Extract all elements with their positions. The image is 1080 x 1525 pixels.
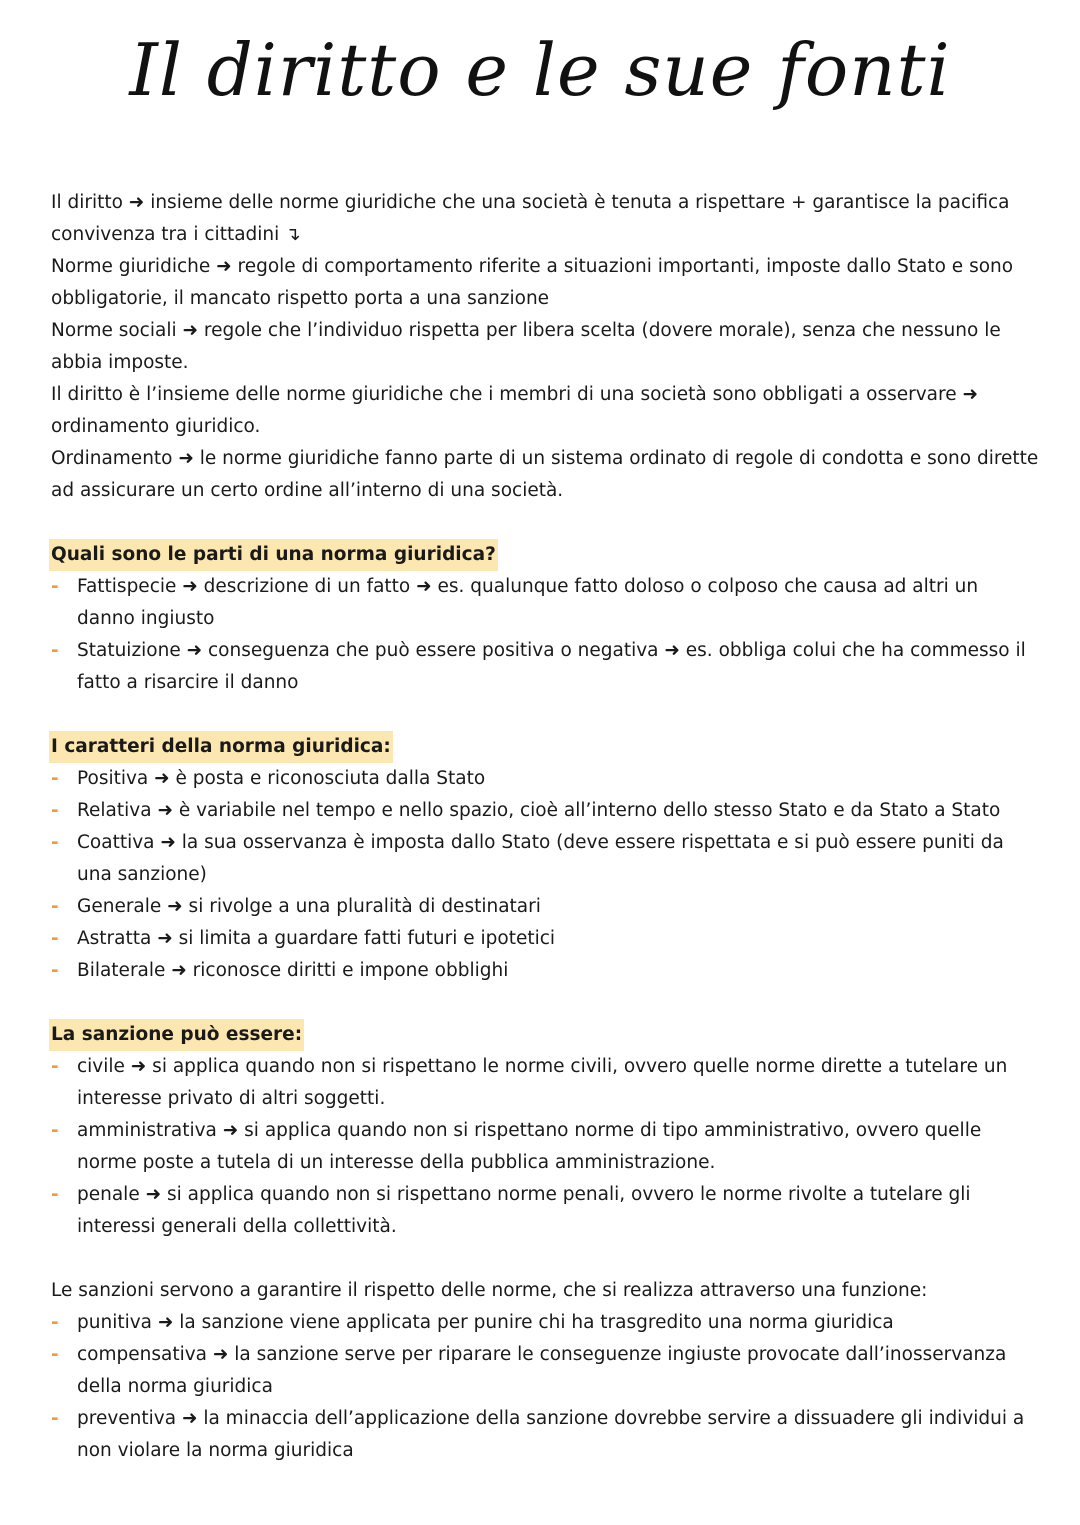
section-caratteri xyxy=(51,731,1041,987)
list-item xyxy=(51,955,1041,987)
bullet-list xyxy=(51,763,1041,987)
section-sanzione xyxy=(51,1019,1041,1243)
notes-content xyxy=(51,187,1041,1467)
section-heading: La sanzione può essere: xyxy=(49,1019,304,1051)
paragraph: Il diritto ➜ insieme delle norme giuridiche che una società è tenuta a rispettare + garantisce la pacifica convivenza tra i cittadini ↴ xyxy=(51,192,1010,245)
bullet-dash: - xyxy=(51,1312,59,1333)
paragraph: Ordinamento ➜ le norme giuridiche fanno parte di un sistema ordinato di regole di condotta e sono dirette ad assicurare un certo ordine all’interno di una società. xyxy=(51,448,1039,501)
list-item xyxy=(51,1179,1041,1243)
bullet-dash: - xyxy=(51,640,59,661)
bullet-dash: - xyxy=(51,1120,59,1141)
list-item-text: Relativa ➜ è variabile nel tempo e nello spazio, cioè all’interno dello stesso Stato e da Stato a Stato xyxy=(77,800,1001,821)
bullet-dash: - xyxy=(51,1408,59,1429)
bullet-list xyxy=(51,571,1041,699)
bullet-dash: - xyxy=(51,896,59,917)
list-item xyxy=(51,635,1041,699)
list-item-text: Bilaterale ➜ riconosce diritti e impone obblighi xyxy=(77,960,509,981)
bullet-dash: - xyxy=(51,1344,59,1365)
intro-block xyxy=(51,187,1041,507)
list-item xyxy=(51,891,1041,923)
list-item xyxy=(51,763,1041,795)
paragraph: Le sanzioni servono a garantire il rispetto delle norme, che si realizza attraverso una funzione: xyxy=(51,1280,928,1301)
list-item-text: amministrativa ➜ si applica quando non si rispettano norme di tipo amministrativo, ovvero quelle norme poste a tutela di un interesse della pubblica amministrazione. xyxy=(77,1120,982,1173)
section-parti xyxy=(51,539,1041,699)
list-item-text: Astratta ➜ si limita a guardare fatti futuri e ipotetici xyxy=(77,928,556,949)
bullet-dash: - xyxy=(51,768,59,789)
paragraph: Norme sociali ➜ regole che l’individuo rispetta per libera scelta (dovere morale), senza che nessuno le abbia imposte. xyxy=(51,320,1001,373)
bullet-dash: - xyxy=(51,1184,59,1205)
list-item xyxy=(51,1339,1041,1403)
list-item-text: Generale ➜ si rivolge a una pluralità di destinatari xyxy=(77,896,541,917)
section-heading: I caratteri della norma giuridica: xyxy=(49,731,393,763)
bullet-list xyxy=(51,1307,1041,1467)
bullet-list xyxy=(51,1051,1041,1243)
list-item xyxy=(51,795,1041,827)
paragraph: Il diritto è l’insieme delle norme giuridiche che i membri di una società sono obbligati a osservare ➜ ordinamento giuridico. xyxy=(51,384,978,437)
section-funzioni xyxy=(51,1275,1041,1467)
list-item-text: preventiva ➜ la minaccia dell’applicazione della sanzione dovrebbe servire a dissuadere gli individui a non violare la norma giuridica xyxy=(77,1408,1025,1461)
list-item xyxy=(51,1403,1041,1467)
list-item xyxy=(51,1115,1041,1179)
section-heading: Quali sono le parti di una norma giuridica? xyxy=(49,539,498,571)
bullet-dash: - xyxy=(51,576,59,597)
list-item xyxy=(51,1307,1041,1339)
bullet-dash: - xyxy=(51,832,59,853)
bullet-dash: - xyxy=(51,928,59,949)
list-item-text: Positiva ➜ è posta e riconosciuta dalla Stato xyxy=(77,768,486,789)
list-item-text: penale ➜ si applica quando non si rispettano norme penali, ovvero le norme rivolte a tutelare gli interessi generali della collettività. xyxy=(77,1184,971,1237)
list-item-text: Statuizione ➜ conseguenza che può essere positiva o negativa ➜ es. obbliga colui che ha commesso il fatto a risarcire il danno xyxy=(77,640,1026,693)
page-title: Il diritto e le sue fonti xyxy=(129,28,951,112)
list-item xyxy=(51,571,1041,635)
list-item-text: Fattispecie ➜ descrizione di un fatto ➜ es. qualunque fatto doloso o colposo che causa ad altri un danno ingiusto xyxy=(77,576,979,629)
bullet-dash: - xyxy=(51,800,59,821)
list-item xyxy=(51,827,1041,891)
list-item xyxy=(51,1051,1041,1115)
list-item-text: Coattiva ➜ la sua osservanza è imposta dallo Stato (deve essere rispettata e si può essere puniti da una sanzione) xyxy=(77,832,1004,885)
bullet-dash: - xyxy=(51,1056,59,1077)
list-item xyxy=(51,923,1041,955)
list-item-text: punitiva ➜ la sanzione viene applicata per punire chi ha trasgredito una norma giuridica xyxy=(77,1312,894,1333)
list-item-text: civile ➜ si applica quando non si rispettano le norme civili, ovvero quelle norme dirette a tutelare un interesse privato di altri soggetti. xyxy=(77,1056,1008,1109)
list-item-text: compensativa ➜ la sanzione serve per riparare le conseguenze ingiuste provocate dall’inosservanza della norma giuridica xyxy=(77,1344,1007,1397)
paragraph: Norme giuridiche ➜ regole di comportamento riferite a situazioni importanti, imposte dallo Stato e sono obbligatorie, il mancato rispetto porta a una sanzione xyxy=(51,256,1014,309)
bullet-dash: - xyxy=(51,960,59,981)
